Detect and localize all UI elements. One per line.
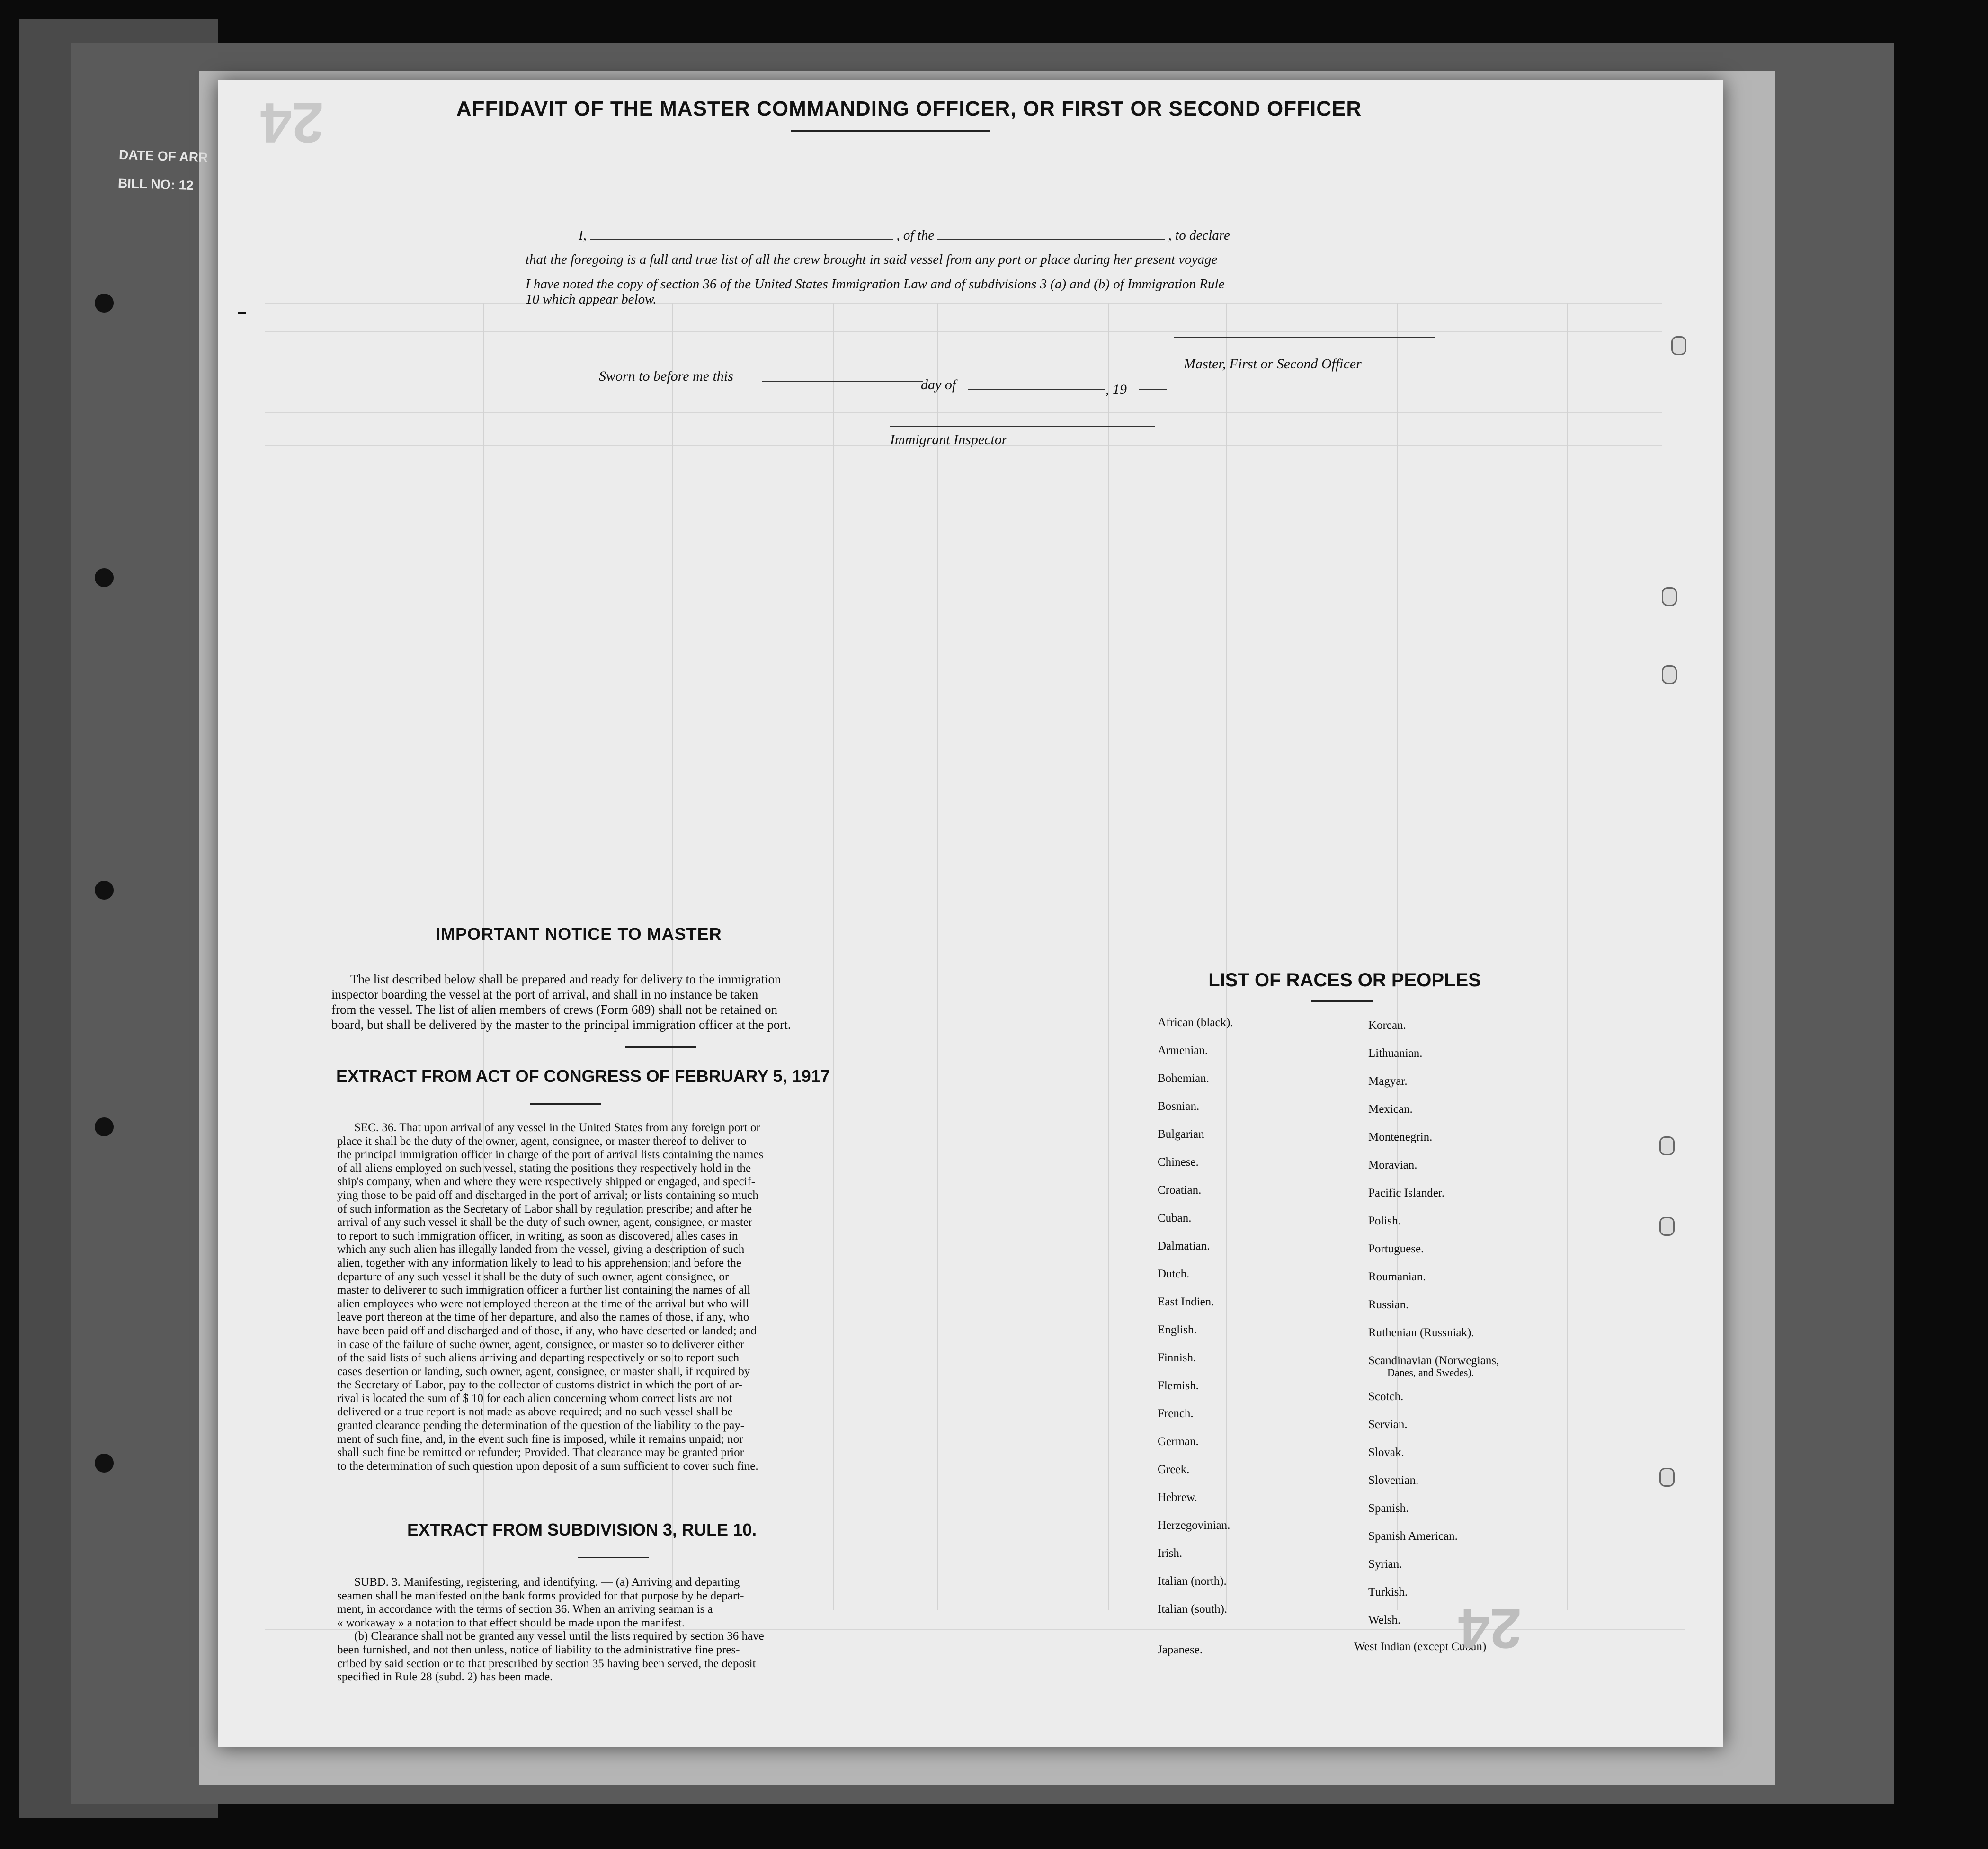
race-item: German. [1158,1435,1199,1448]
handwritten-number: 24 [1458,1597,1522,1660]
act-line: the Secretary of Labor, pay to the collector of customs district in which the port of ar- [337,1378,742,1392]
affidavit-title: AFFIDAVIT OF THE MASTER COMMANDING OFFICER, OR FIRST OR SECOND OFFICER [456,97,1362,120]
act-line: SEC. 36. That upon arrival of any vessel in the United States from any foreign port or [354,1121,760,1134]
race-item: Dalmatian. [1158,1240,1210,1252]
race-item: Spanish. [1368,1502,1409,1515]
act-line: ship's company, when and where they were respectively shipped or engaged, and specif- [337,1175,756,1188]
act-line: place it shall be the duty of the owner, agent, consignee, or master thereof to deliver to [337,1134,747,1148]
act-line: shall such fine be remitted or refunder; Provided. That clearance may be granted prior [337,1446,744,1459]
race-item: Syrian. [1368,1558,1402,1571]
punch-hole-icon [1671,336,1686,355]
affidavit-sheet [218,80,1723,1747]
act-line: leave port thereon at the time of her departure, and also the names of those, if any, who [337,1311,749,1324]
act-line: of the said lists of such aliens arriving and departing respectively or so to report such [337,1351,740,1365]
race-item: Scotch. [1368,1390,1404,1403]
race-item: Slovak. [1368,1446,1404,1459]
race-item: Magyar. [1368,1075,1408,1088]
act-line: cases desertion or landing, such owner, agent, consignee, or master shall, if required by [337,1365,750,1378]
race-item: Welsh. [1368,1614,1401,1626]
rule-line: specified in Rule 28 (subd. 2) has been made. [337,1670,553,1684]
act-extract-title: EXTRACT FROM ACT OF CONGRESS OF FEBRUARY 5, 1917 [336,1066,830,1086]
race-item: Bulgarian [1158,1128,1204,1141]
act-line: rival is located the sum of $ 10 for each alien concerning whom correct lists are not [337,1392,732,1405]
notice-line: The list described below shall be prepared and ready for delivery to the immigration [350,972,781,986]
race-item: Scandinavian (Norwegians, [1368,1354,1499,1367]
races-divider [1311,1000,1373,1002]
punch-hole-icon [1662,665,1677,684]
day-of-text: day of [921,377,956,393]
act-line: to report to such immigration officer, in writing, as soon as discovered, alles cases in [337,1229,738,1242]
race-item: Bosnian. [1158,1100,1200,1113]
master-signature-line[interactable] [1174,337,1435,338]
act-extract-divider [530,1103,601,1105]
race-item: Italian (south). [1158,1603,1228,1616]
race-item: Pacific Islander. [1368,1187,1445,1199]
race-item: Cuban. [1158,1212,1192,1224]
rule-extract-title: EXTRACT FROM SUBDIVISION 3, RULE 10. [407,1520,757,1539]
stamp-line-2: BILL NO: 12 [117,175,194,193]
race-item: Danes, and Swedes). [1387,1367,1474,1378]
race-item: East Indien. [1158,1295,1214,1308]
act-line: alien employees who were not employed thereon at the time of the arrival but who will [337,1297,749,1310]
sworn-text: Sworn to before me this [599,368,733,384]
act-line: delivered or a true report is not made as above required; and no such vessel shall be [337,1405,733,1419]
race-item: Hebrew. [1158,1491,1197,1504]
race-item: Turkish. [1368,1586,1408,1599]
race-item: Mexican. [1368,1103,1413,1116]
rule-extract-body [337,1576,893,1684]
arrival-stamp [117,141,208,200]
act-line: ying those to be paid off and discharged in the port of arrival; or lists containing so much [337,1188,758,1202]
act-line: have been paid off and discharged and of those, if any, who have deserted or landed; and [337,1324,757,1337]
sworn-day-blank[interactable] [762,381,923,382]
race-item: Roumanian. [1368,1270,1426,1283]
race-item: Finnish. [1158,1351,1196,1364]
year-text: , 19 [1105,382,1127,397]
binder-hole-icon [95,568,114,587]
affidavit-line1-start: I, [579,228,587,243]
sworn-month-blank[interactable] [968,389,1105,390]
title-underline [791,130,990,132]
act-line: granted clearance pending the determination of the question of the liability to the pay- [337,1419,745,1432]
rule-line: ment, in accordance with the terms of section 36. When an arriving seaman is a [337,1603,713,1616]
affidavit-line1-mid: , of the [896,228,935,243]
race-item: Lithuanian. [1368,1047,1423,1060]
race-item: Flemish. [1158,1379,1199,1392]
rule-extract-divider [578,1557,649,1558]
race-item: Herzegovinian. [1158,1519,1230,1532]
punch-hole-icon [1662,587,1677,606]
year-blank[interactable] [1139,389,1167,390]
act-line: to the determination of such question upon deposit of a sum sufficient to cover such fine. [337,1459,758,1473]
notice-divider [625,1046,696,1048]
punch-hole-icon [1659,1468,1675,1487]
affidavit-line-1 [579,227,1230,243]
punch-hole-icon [1659,1217,1675,1236]
race-item: Bohemian. [1158,1072,1210,1085]
act-line: master to deliverer to such immigration officer a further list containing the names of all [337,1284,750,1297]
race-item: Moravian. [1368,1159,1417,1171]
inspector-caption: Immigrant Inspector [890,432,1007,447]
races-title: LIST OF RACES OR PEOPLES [1208,970,1481,991]
binder-hole-icon [95,881,114,900]
race-item: Ruthenian (Russniak). [1368,1326,1474,1339]
affidavit-line1-end: , to declare [1168,228,1230,243]
act-line: alien, together with any information likely to lead to his apprehension; and before the [337,1256,741,1269]
rule-line: been furnished, and not then unless, notice of liability to the administrative fine pres- [337,1643,740,1656]
race-item: Chinese. [1158,1156,1199,1169]
vessel-blank[interactable] [937,227,1165,240]
affidavit-line-4: 10 which appear below. [526,292,657,307]
race-item: Servian. [1368,1418,1408,1431]
race-item: English. [1158,1323,1197,1336]
act-line: the principal immigration officer in charge of the port of arrival lists containing the names [337,1148,764,1161]
rule-line: (b) Clearance shall not be granted any vessel until the lists required by section 36 have [354,1630,764,1643]
affidavit-line-3: I have noted the copy of section 36 of the United States Immigration Law and of subdivisions 3 (a) and (b) of Immigration Rule [526,277,1225,292]
act-line: in case of the failure of suche owner, agent, consignee, or master so to deliverer either [337,1338,744,1351]
race-item: Italian (north). [1158,1575,1227,1588]
race-item: Irish. [1158,1547,1183,1560]
race-item: French. [1158,1407,1194,1420]
race-item: Greek. [1158,1463,1190,1476]
act-line: of such information as the Secretary of Labor shall by regulation prescribe; and after he [337,1202,752,1215]
race-item: African (black). [1158,1016,1233,1029]
rule-line: cribed by said section or to that prescribed by section 35 having been served, the deposit [337,1657,756,1670]
race-item: Spanish American. [1368,1530,1458,1543]
race-item: Russian. [1368,1298,1409,1311]
act-line: which any such alien has illegally landed from the vessel, giving a description of such [337,1243,745,1256]
race-item: Croatian. [1158,1184,1202,1197]
binder-hole-icon [95,1454,114,1473]
inspector-signature-line[interactable] [890,426,1155,427]
race-item: Slovenian. [1368,1474,1419,1487]
rule-line: seamen shall be manifested on the bank forms provided for that purpose by he depart- [337,1589,744,1602]
rule-line: « workaway » a notation to that effect should be made upon the manifest. [337,1616,685,1629]
stamp-line-1: DATE OF ARR [118,147,208,165]
act-line: ment of such fine, and, in the event such fine is imposed, while it remains unpaid; nor [337,1432,743,1446]
race-item: West Indian (except Cuban) [1354,1640,1487,1653]
race-item: Korean. [1368,1019,1406,1032]
act-line: departure of any such vessel it shall be the duty of such owner, agent consignee, or [337,1270,729,1283]
notice-line: from the vessel. The list of alien members of crews (Form 689) shall not be retained on [331,1002,778,1017]
notice-body [331,972,895,1032]
affidavit-line-2: that the foregoing is a full and true list of all the crew brought in said vessel from any port or place during her present voyage [526,252,1218,267]
race-item: Montenegrin. [1368,1131,1433,1143]
punch-hole-icon [1659,1136,1675,1155]
race-item: Dutch. [1158,1268,1190,1280]
act-line: arrival of any such vessel it shall be the duty of such owner, agent, consignee, or master [337,1216,753,1229]
rule-line: SUBD. 3. Manifesting, registering, and identifying. — (a) Arriving and departing [354,1576,740,1589]
race-item: Japanese. [1158,1644,1203,1656]
race-item: Armenian. [1158,1044,1208,1057]
name-blank[interactable] [590,227,893,240]
margin-tick [238,312,246,314]
handwritten-number: 24 [260,91,324,154]
race-item: Portuguese. [1368,1242,1424,1255]
notice-title: IMPORTANT NOTICE TO MASTER [436,924,722,944]
notice-line: board, but shall be delivered by the master to the principal immigration officer at the port. [331,1018,791,1032]
binder-hole-icon [95,1117,114,1136]
master-signature-caption: Master, First or Second Officer [1184,356,1362,372]
act-line: of all aliens employed on such vessel, stating the positions they respectively hold in the [337,1161,751,1175]
notice-line: inspector boarding the vessel at the port of arrival, and shall in no instance be taken [331,987,758,1001]
binder-hole-icon [95,294,114,313]
act-extract-body [337,1121,893,1473]
race-item: Polish. [1368,1215,1401,1227]
